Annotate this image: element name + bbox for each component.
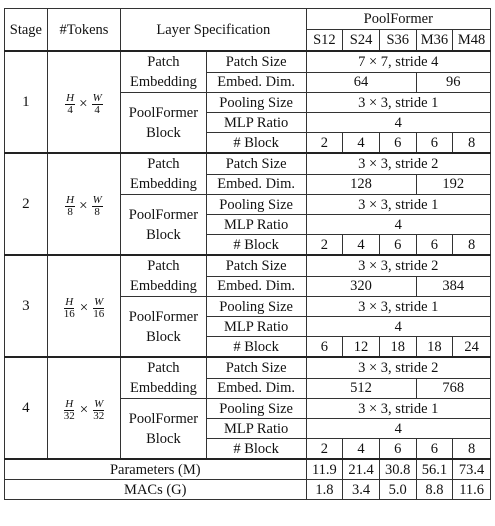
mlp-ratio-value: 4 bbox=[306, 419, 490, 439]
model-header: S12 bbox=[306, 30, 343, 52]
block-count-value: 12 bbox=[343, 337, 380, 358]
tokens-cell bbox=[47, 51, 120, 153]
pooling-size-value: 3 × 3, stride 1 bbox=[306, 399, 490, 419]
header-layer-spec: Layer Specification bbox=[121, 9, 306, 52]
patch-size-label: Patch Size bbox=[206, 51, 306, 72]
block-count-value: 6 bbox=[379, 133, 416, 154]
frac-numerator: W bbox=[92, 193, 102, 206]
tokens-formula bbox=[65, 195, 103, 218]
model-header: M48 bbox=[453, 30, 491, 52]
embed-dim-label: Embed. Dim. bbox=[206, 72, 306, 93]
block-count-value: 6 bbox=[416, 235, 453, 256]
block-count-value: 4 bbox=[343, 439, 380, 460]
block-count-value: 6 bbox=[379, 439, 416, 460]
frac-numerator: W bbox=[94, 397, 104, 410]
patch-embedding-label: Patch Embedding bbox=[121, 51, 207, 93]
times-sign: × bbox=[79, 402, 89, 418]
pooling-size-label: Pooling Size bbox=[206, 93, 306, 113]
macs-value: 11.6 bbox=[453, 480, 491, 500]
params-value: 73.4 bbox=[453, 459, 491, 480]
patch-size-value: 3 × 3, stride 2 bbox=[306, 357, 490, 378]
frac-numerator: H bbox=[65, 397, 74, 410]
stage-row bbox=[5, 255, 491, 276]
params-label: Parameters (M) bbox=[5, 459, 307, 480]
w-fraction bbox=[92, 93, 103, 116]
patch-embedding-label: Patch Embedding bbox=[121, 255, 207, 297]
num-block-label: # Block bbox=[206, 133, 306, 154]
params-value: 56.1 bbox=[416, 459, 453, 480]
mlp-ratio-label: MLP Ratio bbox=[206, 215, 306, 235]
stage-number: 4 bbox=[5, 357, 48, 459]
macs-value: 8.8 bbox=[416, 480, 453, 500]
poolformer-block-label: PoolFormer Block bbox=[121, 93, 207, 154]
mlp-ratio-label: MLP Ratio bbox=[206, 113, 306, 133]
frac-numerator: H bbox=[66, 193, 75, 206]
poolformer-config-table bbox=[4, 8, 491, 500]
frac-numerator: H bbox=[65, 295, 74, 308]
frac-denominator: 8 bbox=[67, 205, 73, 218]
macs-value: 5.0 bbox=[379, 480, 416, 500]
num-block-label: # Block bbox=[206, 235, 306, 256]
tokens-formula bbox=[63, 297, 105, 320]
frac-numerator: W bbox=[92, 91, 102, 104]
block-count-value: 18 bbox=[416, 337, 453, 358]
block-count-value: 6 bbox=[379, 235, 416, 256]
pooling-size-value: 3 × 3, stride 1 bbox=[306, 93, 490, 113]
w-fraction bbox=[92, 297, 105, 320]
patch-size-label: Patch Size bbox=[206, 357, 306, 378]
w-fraction bbox=[92, 399, 105, 422]
mlp-ratio-value: 4 bbox=[306, 113, 490, 133]
poolformer-block-label: PoolFormer Block bbox=[121, 399, 207, 460]
patch-size-value: 3 × 3, stride 2 bbox=[306, 255, 490, 276]
mlp-ratio-value: 4 bbox=[306, 215, 490, 235]
embed-dim-s-value: 64 bbox=[306, 72, 416, 93]
tokens-cell bbox=[47, 255, 120, 357]
tokens-cell bbox=[47, 153, 120, 255]
embed-dim-s-value: 320 bbox=[306, 276, 416, 297]
pooling-size-value: 3 × 3, stride 1 bbox=[306, 195, 490, 215]
frac-denominator: 16 bbox=[93, 307, 105, 320]
frac-numerator: W bbox=[94, 295, 104, 308]
macs-value: 1.8 bbox=[306, 480, 343, 500]
mlp-ratio-value: 4 bbox=[306, 317, 490, 337]
h-fraction bbox=[63, 297, 76, 320]
embed-dim-m-value: 96 bbox=[416, 72, 490, 93]
tokens-formula bbox=[65, 93, 103, 116]
num-block-label: # Block bbox=[206, 337, 306, 358]
embed-dim-label: Embed. Dim. bbox=[206, 378, 306, 399]
frac-denominator: 16 bbox=[63, 307, 75, 320]
poolformer-block-label: PoolFormer Block bbox=[121, 297, 207, 358]
pooling-size-label: Pooling Size bbox=[206, 297, 306, 317]
h-fraction bbox=[63, 399, 76, 422]
frac-denominator: 32 bbox=[63, 409, 75, 422]
frac-denominator: 4 bbox=[94, 103, 100, 116]
times-sign: × bbox=[79, 198, 88, 214]
patch-size-label: Patch Size bbox=[206, 255, 306, 276]
patch-size-label: Patch Size bbox=[206, 153, 306, 174]
mlp-ratio-label: MLP Ratio bbox=[206, 419, 306, 439]
frac-numerator: H bbox=[66, 91, 75, 104]
macs-value: 3.4 bbox=[343, 480, 380, 500]
pooling-size-label: Pooling Size bbox=[206, 195, 306, 215]
embed-dim-m-value: 192 bbox=[416, 174, 490, 195]
params-value: 30.8 bbox=[379, 459, 416, 480]
patch-embedding-label: Patch Embedding bbox=[121, 153, 207, 195]
embed-dim-m-value: 384 bbox=[416, 276, 490, 297]
embed-dim-s-value: 512 bbox=[306, 378, 416, 399]
model-header: S24 bbox=[343, 30, 380, 52]
frac-denominator: 32 bbox=[93, 409, 105, 422]
params-value: 21.4 bbox=[343, 459, 380, 480]
header-poolformer: PoolFormer bbox=[306, 9, 490, 30]
block-count-value: 6 bbox=[416, 133, 453, 154]
embed-dim-label: Embed. Dim. bbox=[206, 276, 306, 297]
h-fraction bbox=[65, 93, 75, 116]
pooling-size-label: Pooling Size bbox=[206, 399, 306, 419]
block-count-value: 8 bbox=[453, 439, 491, 460]
macs-label: MACs (G) bbox=[5, 480, 307, 500]
model-header: S36 bbox=[379, 30, 416, 52]
stage-number: 2 bbox=[5, 153, 48, 255]
frac-denominator: 8 bbox=[94, 205, 100, 218]
block-count-value: 2 bbox=[306, 439, 343, 460]
mlp-ratio-label: MLP Ratio bbox=[206, 317, 306, 337]
embed-dim-m-value: 768 bbox=[416, 378, 490, 399]
patch-size-value: 3 × 3, stride 2 bbox=[306, 153, 490, 174]
pooling-size-value: 3 × 3, stride 1 bbox=[306, 297, 490, 317]
stage-row bbox=[5, 51, 491, 72]
block-count-value: 24 bbox=[453, 337, 491, 358]
block-count-value: 4 bbox=[343, 235, 380, 256]
header-stage: Stage bbox=[5, 9, 48, 52]
block-count-value: 8 bbox=[453, 133, 491, 154]
block-count-value: 18 bbox=[379, 337, 416, 358]
stage-row bbox=[5, 357, 491, 378]
block-count-value: 6 bbox=[306, 337, 343, 358]
block-count-value: 6 bbox=[416, 439, 453, 460]
embed-dim-label: Embed. Dim. bbox=[206, 174, 306, 195]
tokens-formula bbox=[63, 399, 105, 422]
stage-number: 1 bbox=[5, 51, 48, 153]
num-block-label: # Block bbox=[206, 439, 306, 460]
tokens-cell bbox=[47, 357, 120, 459]
block-count-value: 2 bbox=[306, 133, 343, 154]
h-fraction bbox=[65, 195, 75, 218]
w-fraction bbox=[92, 195, 103, 218]
times-sign: × bbox=[79, 96, 88, 112]
stage-row bbox=[5, 153, 491, 174]
patch-embedding-label: Patch Embedding bbox=[121, 357, 207, 399]
embed-dim-s-value: 128 bbox=[306, 174, 416, 195]
poolformer-block-label: PoolFormer Block bbox=[121, 195, 207, 256]
model-header: M36 bbox=[416, 30, 453, 52]
header-tokens: #Tokens bbox=[47, 9, 120, 52]
block-count-value: 4 bbox=[343, 133, 380, 154]
block-count-value: 2 bbox=[306, 235, 343, 256]
frac-denominator: 4 bbox=[67, 103, 73, 116]
patch-size-value: 7 × 7, stride 4 bbox=[306, 51, 490, 72]
times-sign: × bbox=[79, 300, 89, 316]
stage-number: 3 bbox=[5, 255, 48, 357]
params-value: 11.9 bbox=[306, 459, 343, 480]
block-count-value: 8 bbox=[453, 235, 491, 256]
